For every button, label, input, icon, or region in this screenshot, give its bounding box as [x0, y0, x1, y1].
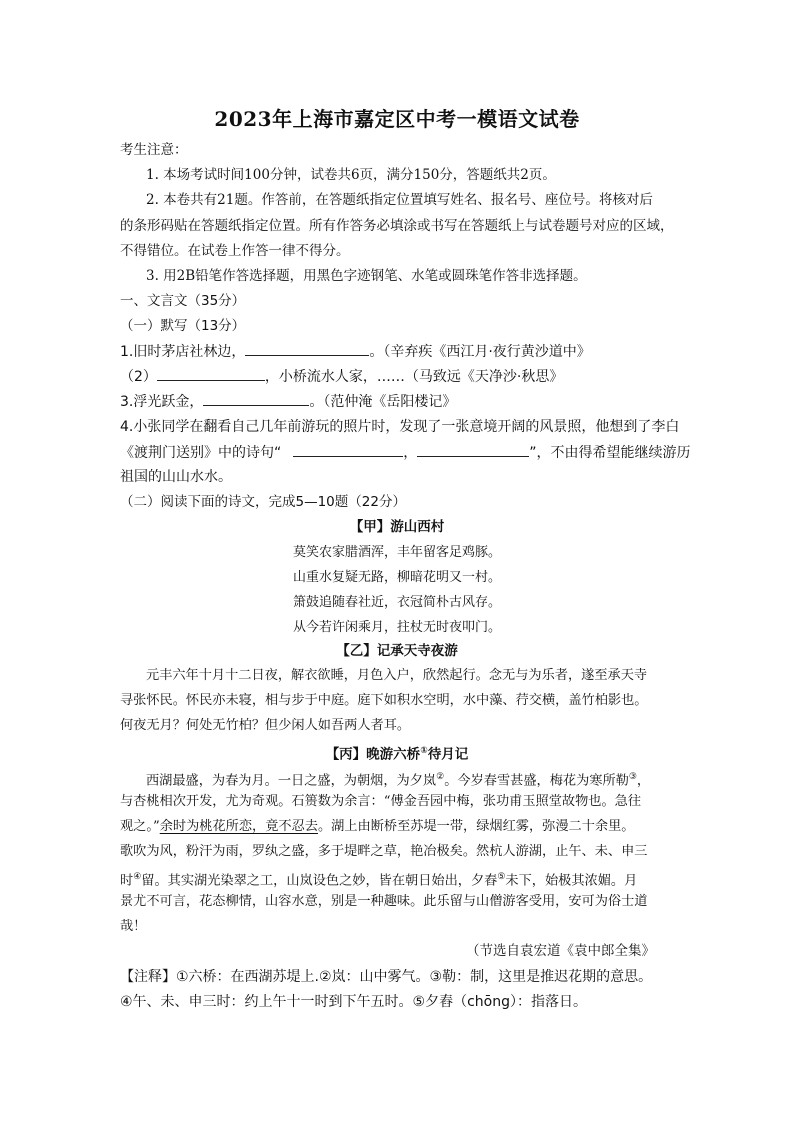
prose-bing-line-5b: 留。其实湖光染翠之工，山岚设色之妙，皆在朝日始出，夕舂: [141, 873, 498, 889]
prose-bing-line-1a: 西湖最盛，为春为月。一日之盛，为朝烟，为夕岚: [146, 773, 437, 789]
question-1: [120, 341, 591, 362]
annotation-line-2: ④午、未、申三时：约上午十一时到下午五时。⑤夕舂（chōng）：指落日。: [120, 994, 587, 1010]
prose-bing-line-3b: 。湖上由断桥至苏堤一带，绿烟红雾，弥漫二十余里。: [317, 819, 635, 834]
answer-blank-2[interactable]: [157, 366, 265, 381]
part2-heading: （二）阅读下面的诗文，完成5—10题（22分）: [120, 494, 406, 510]
notice-heading: 考生注意：: [120, 142, 188, 158]
prose-bing-line-2: 与杏桃相次开发，尤为奇观。石篑数为余言：“傅金吾园中梅，张功甫玉照堂故物也。急往: [120, 794, 642, 809]
prose-bing-line-6: 景尤不可言，花态柳情，山容水意，别是一种趣味。此乐留与山僧游客受用，安可为俗士道: [120, 894, 648, 909]
prose-bing-line-1: [146, 767, 650, 791]
note-ref-2: ②: [436, 772, 445, 782]
question-4-line3: 祖国的山山水水。: [120, 469, 232, 485]
note-ref-4: ④: [133, 872, 142, 882]
prose-bing-title-a: 【丙】晚游六桥: [325, 746, 421, 763]
notice-item-1: 1. 本场考试时间100分钟，试卷共6页，满分150分，答题纸共2页。: [146, 167, 556, 183]
annotation-line-1: 【注释】①六桥：在西湖苏堤上.②岚：山中雾气。③勒：制，这里是推迟花期的意思。: [120, 969, 653, 985]
answer-blank-4b[interactable]: [417, 442, 529, 457]
note-ref-1: ①: [420, 746, 428, 756]
question-4-comma: ，: [403, 445, 418, 461]
question-3-prefix: 3.浮光跃金，: [120, 394, 204, 410]
poem-jia-line-4: 从今若许闲乘月，拄杖无时夜叩门。: [292, 620, 501, 635]
poem-jia-line-2: 山重水复疑无路，柳暗花明又一村。: [292, 570, 501, 585]
notice-item-2-cont2: 不得错位。在试卷上作答一律不得分。: [120, 243, 350, 259]
underlined-sentence: 余时为桃花所恋，竟不忍去: [159, 819, 318, 834]
question-2: [120, 366, 563, 387]
prose-bing-line-4: 歌吹为风，粉汗为雨，罗纨之盛，多于堤畔之草，艳冶极矣。然杭人游湖，止午、未、申三: [120, 844, 648, 859]
prose-yi-line-3: 何夜无月？何处无竹柏？但少闲人如吾两人者耳。: [120, 718, 411, 733]
answer-blank-3[interactable]: [203, 391, 309, 406]
notice-item-3: 3. 用2B铅笔作答选择题，用黑色字迹钢笔、水笔或圆珠笔作答非选择题。: [146, 268, 587, 284]
prose-bing-title: [0, 741, 794, 765]
prose-yi-line-1: 元丰六年十月十二日夜，解衣欲睡，月色入户，欣然起行。念无与为乐者，遂至承天寺: [146, 668, 648, 683]
prose-yi-title: 【乙】记承天寺夜游: [336, 643, 458, 659]
question-2-prefix: （2）: [120, 369, 157, 385]
question-3: [120, 391, 456, 412]
part1-heading: （一）默写（13分）: [120, 318, 246, 334]
prose-bing-line-3: [120, 817, 634, 837]
question-4-suffix: ”，不由得希望能继续游历: [529, 445, 691, 461]
prose-bing-title-b: 待月记: [427, 746, 469, 763]
question-2-suffix: ，小桥流水人家，……（马致远《天净沙·秋思》: [264, 369, 564, 385]
question-1-suffix: 。（辛弃疾《西江月·夜行黄沙道中》: [369, 344, 591, 360]
answer-blank-1[interactable]: [245, 341, 369, 356]
prose-bing-line-7: 哉！: [120, 919, 147, 934]
prose-bing-line-5c: 未下，始极其浓媚。月: [505, 873, 638, 889]
notice-item-2-cont: 的条形码贴在答题纸指定位置。所有作答务必填涂或书写在答题纸上与试卷题号对应的区域，: [120, 218, 674, 234]
prose-bing-line-5a: 时: [120, 873, 134, 889]
note-ref-3: ③: [628, 772, 637, 782]
notice-item-2: 2. 本卷共有21题。作答前，在答题纸指定位置填写姓名、报名号、座位号。将核对后: [146, 192, 653, 208]
section-heading: 一、文言文（35分）: [120, 293, 246, 309]
question-3-suffix: 。（范仲淹《岳阳楼记》: [309, 394, 457, 410]
question-4-prefix: 《渡荆门送别》中的诗句“: [120, 445, 282, 461]
source-citation: （节选自袁宏道《袁中郎全集》: [466, 943, 655, 959]
note-ref-5: ⑤: [497, 872, 506, 882]
exam-title: 2023年上海市嘉定区中考一模语文试卷: [214, 107, 580, 131]
poem-jia-line-1: 莫笑农家腊酒浑，丰年留客足鸡豚。: [292, 545, 501, 560]
question-1-prefix: 1.旧时茅店社林边，: [120, 344, 246, 360]
answer-blank-4a[interactable]: [293, 442, 403, 457]
question-4-line2: [120, 442, 691, 463]
poem-jia-title: 【甲】游山西村: [349, 519, 445, 535]
question-4-line1: 4.小张同学在翻看自己几年前游玩的照片时，发现了一张意境开阔的风景照，他想到了李白: [120, 419, 680, 435]
prose-bing-line-1c: ，: [636, 773, 651, 789]
poem-jia-line-3: 箫鼓追随春社近，衣冠简朴古风存。: [292, 595, 501, 610]
prose-bing-line-3a: 观之。”: [120, 819, 160, 834]
prose-yi-line-2: 寻张怀民。怀民亦未寝，相与步于中庭。庭下如积水空明，水中藻、荇交横，盖竹柏影也。: [120, 693, 648, 708]
prose-bing-line-5: [120, 867, 637, 891]
prose-bing-line-1b: 。今岁春雪甚盛，梅花为寒所勒: [444, 773, 629, 789]
